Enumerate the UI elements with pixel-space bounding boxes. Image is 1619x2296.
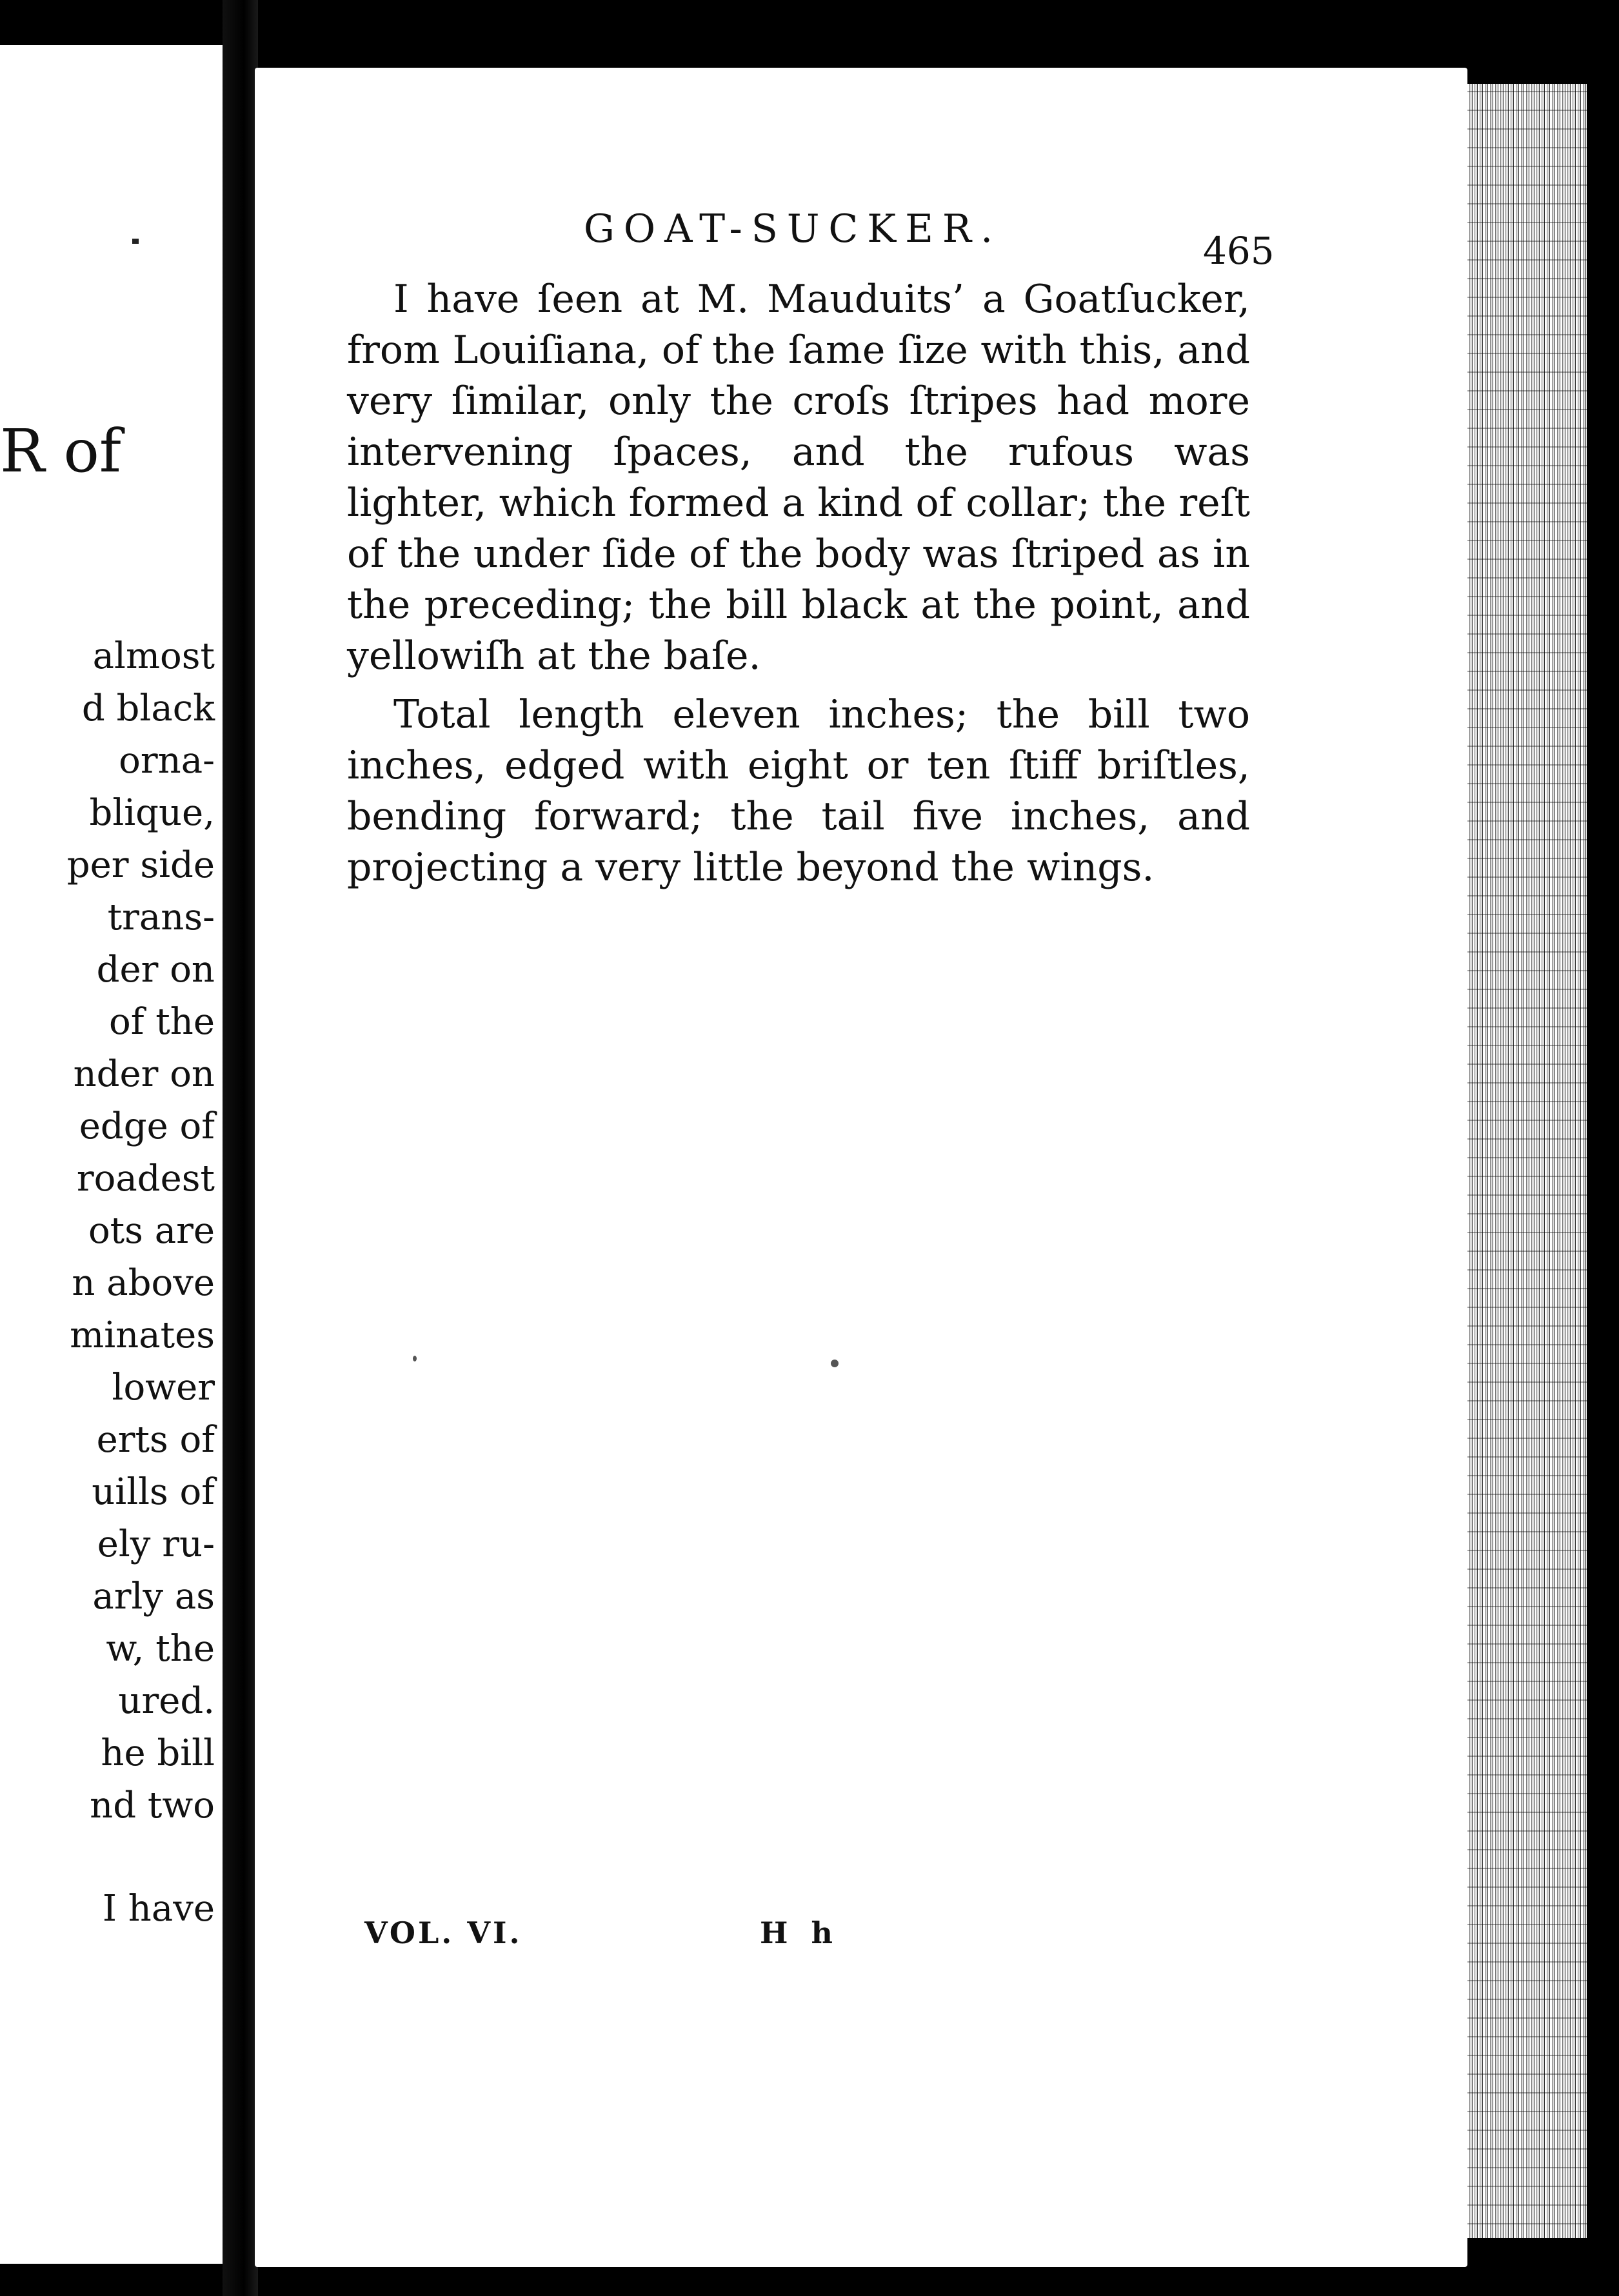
signature-mark: H h bbox=[760, 1915, 839, 1950]
left-line: n above bbox=[72, 1262, 215, 1304]
running-header: GOAT-SUCKER. bbox=[584, 206, 1002, 252]
paragraph: I have ſeen at M. Mauduits’ a Goatſucker, from Louiſiana, of the ſame ſize with this, and very ſimilar, only the croſs ſtripes had more intervening ſpaces, and the rufous was lighter, which formed a kind of collar; the reſt of the under ſide of the body was ſtriped as in the preceding; the bill black at the point, and yellowiſh at the baſe. bbox=[347, 277, 1250, 678]
left-line: ots are bbox=[88, 1210, 215, 1252]
left-line: w, the bbox=[106, 1628, 215, 1670]
left-line: ely ru- bbox=[97, 1523, 215, 1565]
left-line: nd two bbox=[90, 1785, 215, 1826]
left-line: of the bbox=[109, 1001, 215, 1043]
left-line: minates bbox=[70, 1314, 215, 1356]
left-line: uills of bbox=[92, 1471, 215, 1513]
left-line: almost bbox=[92, 635, 215, 677]
left-line: orna- bbox=[119, 740, 215, 782]
page-edge-shading bbox=[1467, 84, 1587, 2238]
paragraph: Total length eleven inches; the bill two inches, edged with eight or ten ſtiff briſtles, bending forward; the tail five inches, and projecting a very little beyond the wings. bbox=[347, 692, 1250, 890]
left-page-heading: R of bbox=[0, 417, 121, 486]
left-line: erts of bbox=[96, 1419, 215, 1461]
volume-footer: VOL. VI. bbox=[364, 1915, 522, 1950]
left-line: I have bbox=[102, 1888, 215, 1930]
left-page bbox=[0, 45, 223, 2264]
left-line: der on bbox=[96, 949, 215, 991]
left-line: nder on bbox=[73, 1053, 215, 1095]
left-line: arly as bbox=[92, 1576, 215, 1618]
ink-speck bbox=[413, 1356, 417, 1361]
left-line: he bill bbox=[101, 1732, 215, 1774]
left-line: edge of bbox=[79, 1105, 215, 1147]
ink-speck bbox=[831, 1360, 839, 1367]
left-line: per side bbox=[66, 844, 215, 886]
left-line: lower bbox=[112, 1367, 215, 1409]
book-spine bbox=[223, 0, 258, 2296]
body-text bbox=[347, 274, 1250, 901]
left-line: trans- bbox=[107, 896, 215, 938]
ink-speck bbox=[132, 239, 139, 244]
left-line: ured. bbox=[118, 1680, 215, 1722]
left-line: blique, bbox=[89, 792, 215, 834]
left-line: d black bbox=[81, 688, 215, 729]
left-line: roadest bbox=[76, 1158, 215, 1200]
page-number: 465 bbox=[1203, 229, 1275, 273]
